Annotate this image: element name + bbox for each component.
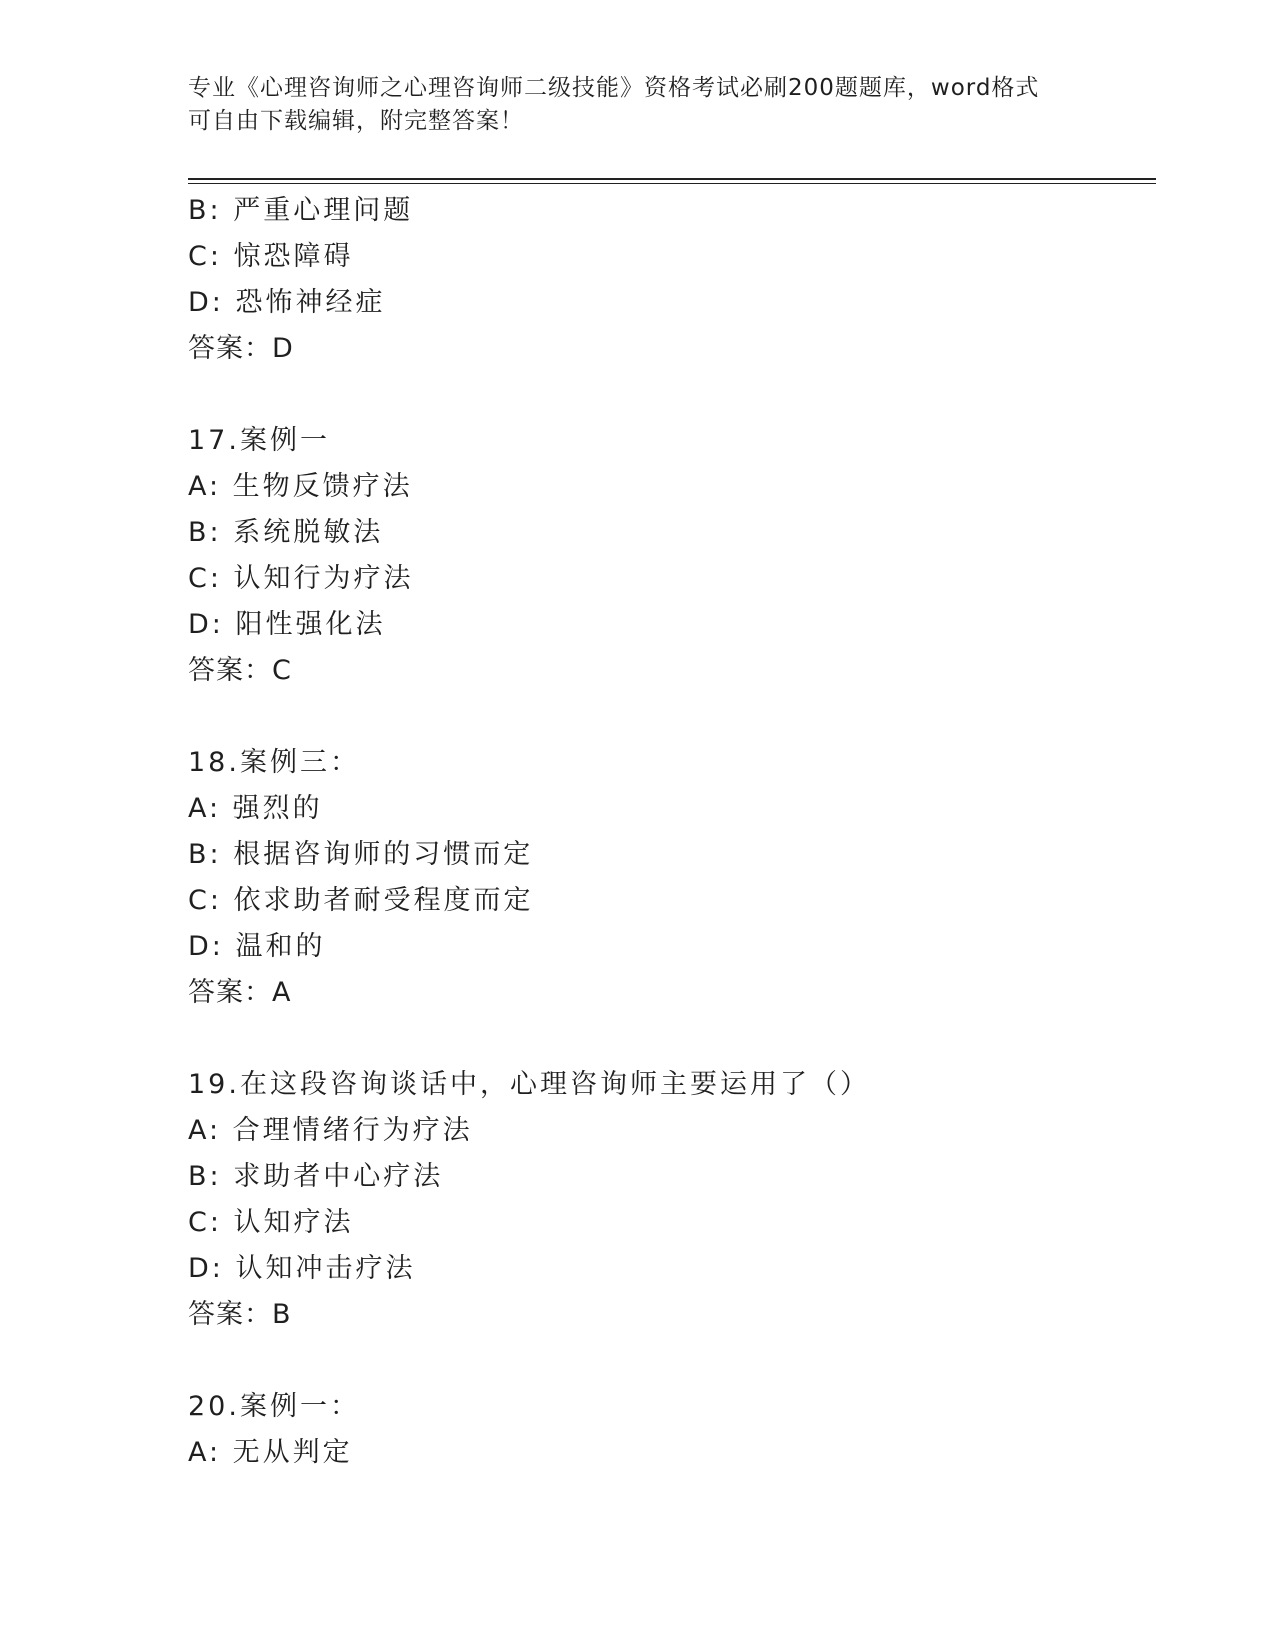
option-d: D: 认知冲击疗法 xyxy=(188,1253,416,1284)
answer-line: 答案：B xyxy=(188,1299,292,1330)
header-divider-thin xyxy=(188,183,1156,184)
question-stem: 19.在这段咨询谈话中，心理咨询师主要运用了（） xyxy=(188,1069,870,1100)
option-d: D: 温和的 xyxy=(188,931,326,962)
option-c: C: 认知疗法 xyxy=(188,1207,354,1238)
question-stem: 20.案例一： xyxy=(188,1391,360,1422)
answer-line: 答案：A xyxy=(188,977,292,1008)
option-c: C: 认知行为疗法 xyxy=(188,563,414,594)
question-block-17 xyxy=(188,418,1156,694)
spacer xyxy=(188,1016,1156,1062)
option-a: A: 生物反馈疗法 xyxy=(188,471,413,502)
question-stem: 18.案例三： xyxy=(188,747,360,778)
header-divider-thick xyxy=(188,178,1156,180)
answer-line: 答案：C xyxy=(188,655,292,686)
option-d: D: 恐怖神经症 xyxy=(188,287,386,318)
option-d: D: 阳性强化法 xyxy=(188,609,386,640)
option-c: C: 依求助者耐受程度而定 xyxy=(188,885,534,916)
option-b: B: 严重心理问题 xyxy=(188,195,414,226)
spacer xyxy=(188,372,1156,418)
answer-line: 答案：D xyxy=(188,333,294,364)
option-b: B: 系统脱敏法 xyxy=(188,517,384,548)
spacer xyxy=(188,1338,1156,1384)
option-c: C: 惊恐障碍 xyxy=(188,241,354,272)
header-line-2: 可自由下载编辑，附完整答案！ xyxy=(188,108,524,134)
question-block-18 xyxy=(188,740,1156,1016)
question-list xyxy=(188,188,1156,1476)
document-header xyxy=(188,72,1088,138)
question-block-16 xyxy=(188,188,1156,372)
spacer xyxy=(188,694,1156,740)
option-b: B: 求助者中心疗法 xyxy=(188,1161,444,1192)
option-a: A: 无从判定 xyxy=(188,1437,353,1468)
question-stem: 17.案例一 xyxy=(188,425,330,456)
question-block-19 xyxy=(188,1062,1156,1338)
option-b: B: 根据咨询师的习惯而定 xyxy=(188,839,534,870)
question-block-20 xyxy=(188,1384,1156,1476)
header-line-1: 专业《心理咨询师之心理咨询师二级技能》资格考试必刷200题题库，word格式 xyxy=(188,75,1040,101)
option-a: A: 强烈的 xyxy=(188,793,323,824)
option-a: A: 合理情绪行为疗法 xyxy=(188,1115,473,1146)
